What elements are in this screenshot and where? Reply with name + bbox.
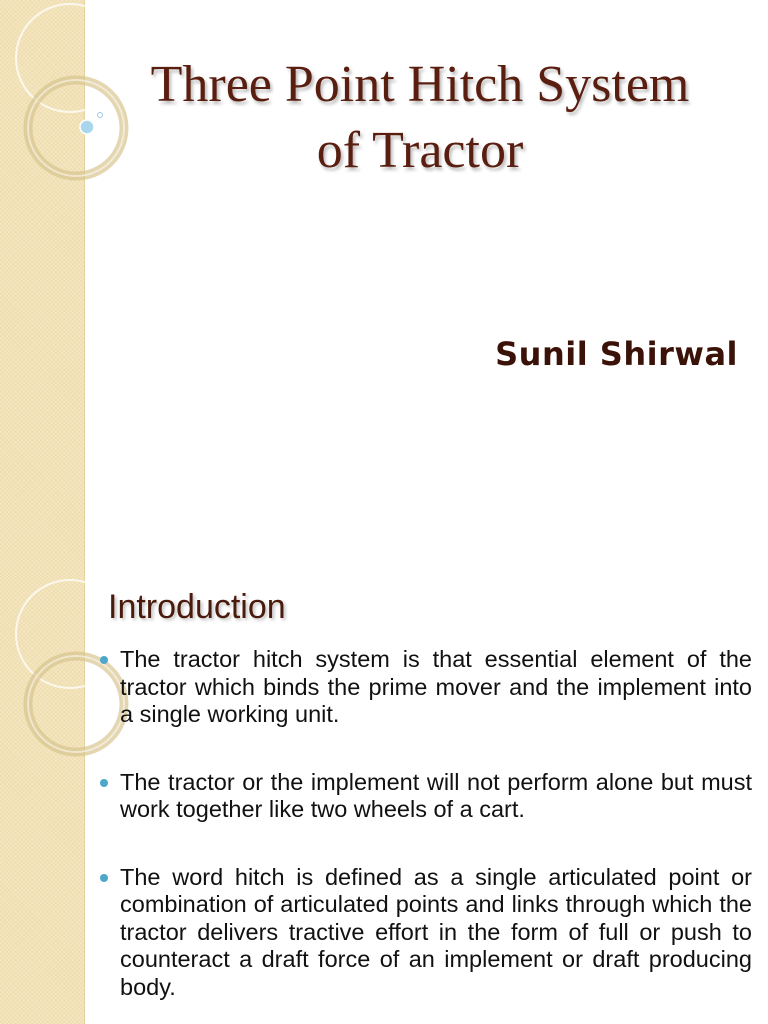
title-line-1: Three Point Hitch System	[150, 56, 690, 113]
section-heading: Introduction	[108, 588, 286, 626]
bullet-text: The word hitch is defined as a single articulated point or combination of articulated points and links through which the tractor delivers tractive effort in the form of full or push to counteract a draft force of an implement or draft producing body.	[120, 863, 752, 1000]
bullet-item	[96, 646, 752, 729]
title-line-2: of Tractor	[316, 122, 524, 179]
bullet-list	[96, 646, 752, 1001]
author-name: Sunil Shirwal	[495, 335, 738, 373]
introduction-slide	[0, 576, 768, 1024]
bullet-item	[96, 864, 752, 1002]
bullet-item	[96, 769, 752, 824]
bullet-dot-icon	[100, 779, 108, 787]
bullet-dot-icon	[100, 656, 108, 664]
bullet-text: The tractor or the implement will not perform alone but must work together like two wheels of a cart.	[120, 768, 752, 822]
slide-title	[95, 52, 745, 184]
bullet-dot-icon	[100, 874, 108, 882]
bullet-text: The tractor hitch system is that essential element of the tractor which binds the prime mover and the implement into a single working unit.	[120, 646, 752, 727]
